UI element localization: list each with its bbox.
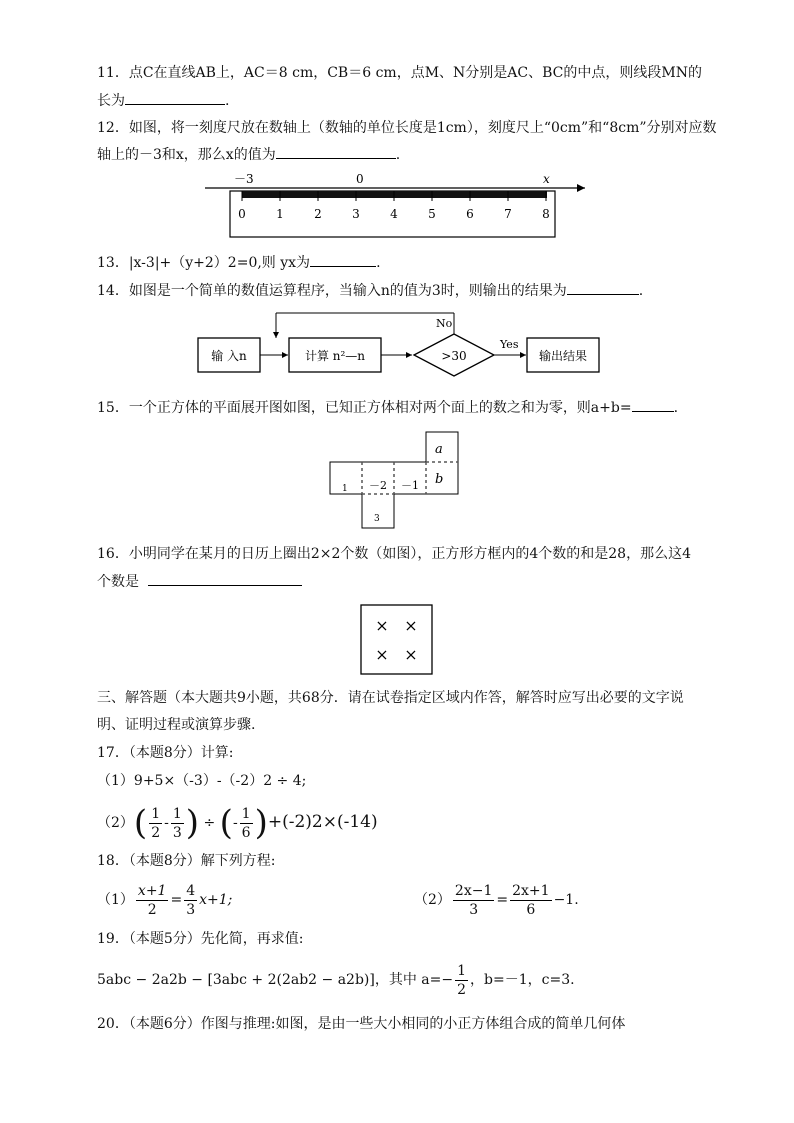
ruler-tick-label: 7 [504, 207, 512, 221]
axis-label-minus3: －3 [234, 172, 254, 186]
axis-arrow-icon [577, 184, 585, 192]
flowchart [196, 308, 606, 384]
q15-answer-blank[interactable] [632, 397, 674, 412]
q11-end: . [225, 93, 230, 109]
q11-line2 [97, 90, 229, 111]
q16-prefix: 个数是 [97, 574, 139, 590]
arrow-right-icon [406, 352, 412, 358]
net-label-3: 3 [374, 514, 380, 524]
net-label-1: 1 [342, 484, 348, 494]
q14-line [97, 280, 643, 301]
q14-answer-blank[interactable] [567, 280, 639, 295]
ruler-tick-label: 8 [542, 207, 550, 221]
q13-text: 13．|x-3|+（y+2）2=0,则 yx为 [97, 255, 311, 271]
q11-line1: 11．点C在直线AB上，AC＝8 cm，CB＝6 cm，点M、N分别是AC、BC的中点，则线段MN的 [97, 65, 702, 81]
net-label-minus1: －1 [401, 479, 419, 492]
flow-compute-label: 计算 n²—n [304, 349, 366, 363]
ruler-tick-label: 0 [238, 207, 246, 221]
fraction: $\frac{x+1}{2}$ [137, 882, 167, 918]
q18-title: 18．（本题8分）解下列方程: [97, 853, 276, 869]
q19-expr: 5abc − 2a2b − [3abc + 2(2ab2 − a2b)]，其中 a=− [97, 972, 454, 988]
flow-input-label: 输 入n [211, 349, 247, 363]
net-label-b: b [435, 472, 444, 487]
axis-label-zero: 0 [356, 172, 364, 186]
ruler-tick-label: 1 [276, 207, 284, 221]
ruler-figure [200, 170, 590, 240]
q17-part2-label: （2） [97, 815, 134, 831]
fraction: $\frac{2x-1}{3}$ [454, 882, 493, 918]
calendar-square-figure [360, 604, 434, 676]
flow-condition-label: >30 [441, 349, 467, 363]
q19-tail: ，b=－1，c=3. [470, 972, 575, 988]
cross-mark-icon: × [375, 645, 389, 664]
flow-no-label: No [436, 317, 453, 330]
q14-text: 14．如图是一个简单的数值运算程序，当输入n的值为3时，则输出的结果为 [97, 283, 567, 299]
q15-text: 15．一个正方体的平面展开图如图，已知正方体相对两个面上的数之和为零，则a+b= [97, 400, 632, 416]
q19-title: 19．（本题5分）先化简，再求值: [97, 931, 304, 947]
q16-line2 [97, 571, 302, 592]
fraction: $\frac{1}{6}$ [241, 805, 251, 841]
cross-mark-icon: × [375, 616, 389, 635]
cube-net-figure [328, 430, 460, 532]
fraction: $\frac{1}{2}$ [457, 962, 467, 998]
flow-output-label: 输出结果 [538, 349, 588, 363]
ruler-tick-label: 5 [428, 207, 436, 221]
q11-prefix: 长为 [97, 93, 125, 109]
net-label-a: a [435, 442, 443, 457]
q16-line1: 16．小明同学在某月的日历上圈出2×2个数（如图），正方形方框内的4个数的和是28，那么这4 [97, 546, 691, 562]
q17-part2: （2）( $\frac{1}{2}$ - $\frac{1}{3}$ ) ÷ (- $\frac{1}{6}$ )+(-2)2×(-14) [97, 803, 378, 843]
flow-yes-label: Yes [500, 338, 519, 351]
q12-end: . [395, 147, 401, 163]
q11-answer-blank[interactable] [125, 90, 225, 105]
fraction: $\frac{1}{3}$ [172, 805, 182, 841]
ruler-tick-label: 3 [352, 207, 360, 221]
section3-line2: 明、证明过程或演算步骤. [97, 717, 256, 733]
q18-part2: （2） $\frac{2x-1}{3}$ = $\frac{2x+1}{6}$ −1. [414, 882, 579, 918]
arrow-down-icon [273, 332, 279, 338]
q20-line: 20．（本题6分）作图与推理:如图，是由一些大小相同的小正方体组合成的简单几何体 [97, 1016, 626, 1032]
arrow-right-icon [282, 352, 288, 358]
q17-part1: （1）9+5×（-3）-（-2）2 ÷ 4; [97, 773, 307, 789]
ruler-tick-label: 6 [466, 207, 474, 221]
ruler-tick-label: 2 [314, 207, 322, 221]
calendar-square [361, 605, 432, 674]
q12-line2 [97, 144, 400, 165]
q12-prefix: 轴上的－3和x，那么x的值为 [97, 147, 276, 163]
q18-part1: （1） $\frac{x+1}{2}$ = $\frac{4}{3}$ x+1; [97, 882, 233, 918]
q13-answer-blank[interactable] [310, 252, 376, 267]
cross-mark-icon: × [404, 616, 418, 635]
q17-title: 17．（本题8分）计算: [97, 745, 234, 761]
q14-end: . [638, 283, 644, 299]
section3-line1: 三、解答题（本大题共9小题，共68分．请在试卷指定区域内作答，解答时应写出必要的文字说 [97, 690, 684, 706]
net-label-minus2: －2 [369, 479, 387, 492]
fraction: $\frac{4}{3}$ [186, 882, 196, 918]
q13-line [97, 252, 381, 273]
ruler-tick-label: 4 [390, 207, 398, 221]
axis-label-x: x [543, 172, 550, 186]
q12-answer-blank[interactable] [276, 144, 396, 159]
q13-end: . [376, 255, 381, 271]
cross-mark-icon: × [404, 645, 418, 664]
fraction: $\frac{1}{2}$ [151, 805, 161, 841]
q17-part2-tail: +(-2)2×(-14) [267, 812, 378, 832]
q12-line1: 12．如图，将一刻度尺放在数轴上（数轴的单位长度是1cm），刻度尺上“0cm”和“8cm”分别对应数 [97, 120, 717, 136]
q16-answer-blank[interactable] [148, 571, 302, 586]
q15-line [97, 397, 678, 418]
q19-expression [97, 958, 575, 1002]
arrow-right-icon [520, 352, 526, 358]
q15-end: . [673, 400, 679, 416]
fraction: $\frac{2x+1}{6}$ [512, 882, 550, 918]
